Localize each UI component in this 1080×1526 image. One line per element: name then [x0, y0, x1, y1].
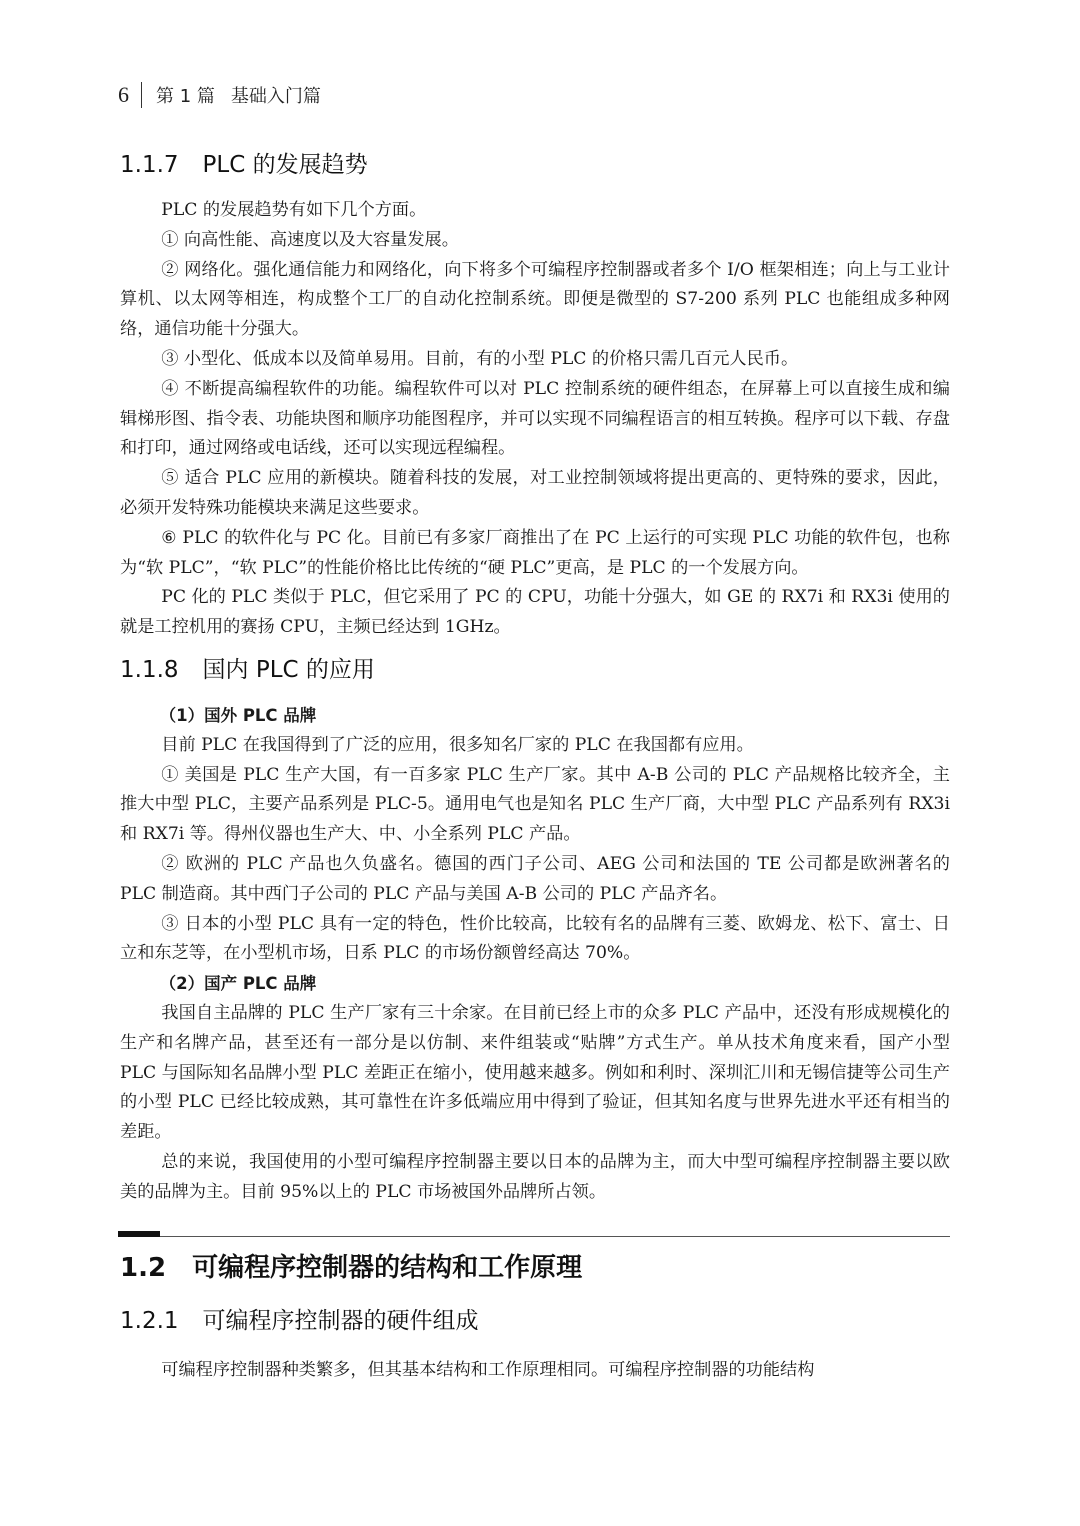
paragraph: ① 向高性能、高速度以及大容量发展。 — [161, 229, 459, 250]
paragraph: PC 化的 PLC 类似于 PLC，但它采用了 PC 的 CPU，功能十分强大，如 GE 的 RX7i 和 RX3i 使用的就是工控机用的赛扬 CPU，主频已经达到 1GHz。 — [120, 587, 950, 638]
paragraph: ⑤ 适合 PLC 应用的新模块。随着科技的发展，对工业控制领域将提出更高的、更特殊的要求，因此，必须开发特殊功能模块来满足这些要求。 — [120, 468, 950, 518]
paragraph: 可编程序控制器种类繁多，但其基本结构和工作原理相同。可编程序控制器的功能结构 — [161, 1359, 815, 1380]
paragraph: ⑥ PLC 的软件化与 PC 化。目前已有多家厂商推出了在 PC 上运行的可实现 PLC 功能的软件包，也称为“软 PLC”，“软 PLC”的性能价格比比传统的“硬 PLC”更高，是 PLC 的一个发展方向。 — [120, 527, 950, 578]
paragraph: ② 网络化。强化通信能力和网络化，向下将多个可编程序控制器或者多个 I/O 框架相连；向上与工业计算机、以太网等相连，构成整个工厂的自动化控制系统。即便是微型的 S7-200 系列 PLC 也能组成多种网络，通信功能十分强大。 — [120, 259, 950, 340]
section-heading-1-2-1 — [120, 1304, 950, 1346]
paragraph: 我国自主品牌的 PLC 生产厂家有三十余家。在目前已经上市的众多 PLC 产品中，还没有形成规模化的生产和名牌产品，甚至还有一部分是以仿制、来件组装或“贴牌”方式生产。单从技术角度来看，国产小型 PLC 与国际知名品牌小型 PLC 差距正在缩小，使用越来越多。例如和利时、深圳汇川和无锡信捷等公司生产的小型 PLC 已经比较成熟，其可靠性在许多低端应用中得到了验证，但其知名度与世界先进水平还有相当的差距。 — [120, 1002, 950, 1143]
section-title: 国内 PLC 的应用 — [202, 656, 375, 683]
running-header — [118, 82, 321, 108]
section-number: 1.2.1 — [120, 1307, 179, 1334]
section-heading-1-1-8 — [120, 653, 950, 695]
paragraph: ① 美国是 PLC 生产大国，有一百多家 PLC 生产厂家。其中 A-B 公司的 PLC 产品规格比较齐全，主推大中型 PLC，主要产品系列是 PLC-5。通用电气也是知名 PLC 生产厂商，大中型 PLC 产品系列有 RX3i 和 RX7i 等。得州仪器也生产大、中、小全系列 PLC 产品。 — [120, 764, 950, 845]
section-number: 1.1.8 — [120, 656, 179, 683]
paragraph: 目前 PLC 在我国得到了广泛的应用，很多知名厂家的 PLC 在我国都有应用。 — [161, 734, 754, 755]
header-divider — [141, 82, 142, 108]
section-heading-1-2 — [120, 1247, 950, 1284]
section-heading-1-1-7 — [120, 148, 950, 190]
paragraph: ③ 日本的小型 PLC 具有一定的特色，性价比较高，比较有名的品牌有三菱、欧姆龙、松下、富士、日立和东芝等，在小型机市场，日系 PLC 的市场份额曾经高达 70%。 — [120, 913, 950, 964]
section-rule — [120, 1222, 950, 1237]
section-title: 可编程序控制器的硬件组成 — [202, 1307, 479, 1334]
section-title: 可编程序控制器的结构和工作原理 — [192, 1252, 583, 1283]
paragraph: 总的来说，我国使用的小型可编程序控制器主要以日本的品牌为主，而大中型可编程序控制器主要以欧美的品牌为主。目前 95%以上的 PLC 市场被国外品牌所占领。 — [120, 1151, 950, 1202]
section-number: 1.1.7 — [120, 152, 179, 178]
paragraph: ③ 小型化、低成本以及简单易用。目前，有的小型 PLC 的价格只需几百元人民币。 — [161, 348, 799, 369]
paragraph: ④ 不断提高编程软件的功能。编程软件可以对 PLC 控制系统的硬件组态，在屏幕上可以直接生成和编辑梯形图、指令表、功能块图和顺序功能图程序，并可以实现不同编程语言的相互转换。程序可以下载、存盘和打印，通过网络或电话线，还可以实现远程编程。 — [120, 378, 950, 459]
section-rule-accent — [118, 1231, 160, 1237]
part-label: 第 1 篇 — [156, 86, 215, 107]
part-title: 基础入门篇 — [230, 86, 321, 107]
subheading-foreign-brands: （1）国外 PLC 品牌 — [159, 705, 317, 725]
subheading-domestic-brands: （2）国产 PLC 品牌 — [159, 974, 317, 994]
page-body — [120, 148, 950, 1385]
paragraph: ② 欧洲的 PLC 产品也久负盛名。德国的西门子公司、AEG 公司和法国的 TE 公司都是欧洲著名的 PLC 制造商。其中西门子公司的 PLC 产品与美国 A-B 公司的 PLC 产品齐名。 — [120, 853, 950, 904]
page-number: 6 — [118, 82, 129, 107]
paragraph: PLC 的发展趋势有如下几个方面。 — [161, 200, 427, 220]
section-title: PLC 的发展趋势 — [202, 152, 368, 178]
section-number: 1.2 — [120, 1252, 167, 1283]
